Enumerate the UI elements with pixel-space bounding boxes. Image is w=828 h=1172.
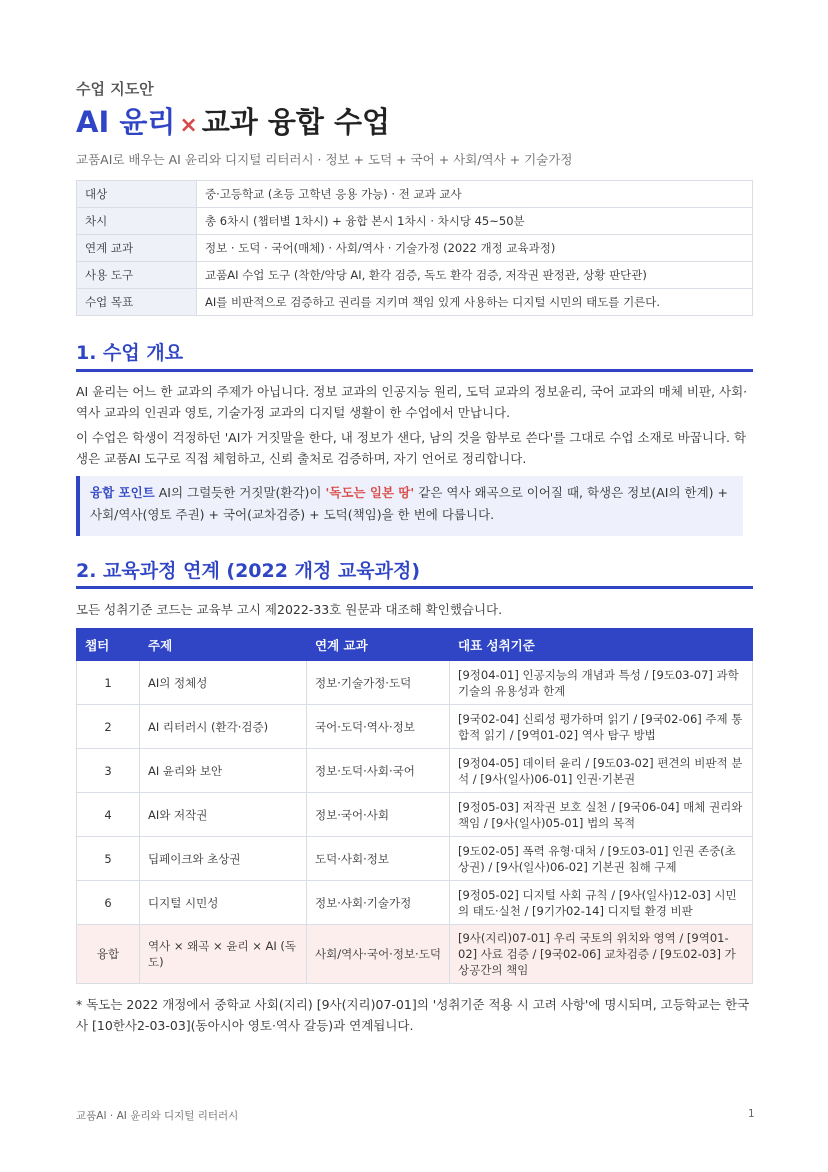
topic-cell: AI 윤리와 보안 — [140, 749, 307, 793]
info-value: AI를 비판적으로 검증하고 권리를 지키며 책임 있게 사용하는 디지털 시민의 태도를 기른다. — [197, 289, 753, 316]
standard-cell: [9정05-03] 저작권 보호 실천 / [9국06-04] 매체 권리와 책임 / [9사(일사)05-01] 법의 목적 — [450, 793, 753, 837]
subject-cell: 국어·도덕·역사·정보 — [307, 705, 450, 749]
table-row — [77, 661, 753, 705]
subject-cell: 정보·사회·기술가정 — [307, 881, 450, 925]
table-row — [77, 881, 753, 925]
standard-cell: [9정05-02] 디지털 사회 규칙 / [9사(일사)12-03] 시민의 태도·실천 / [9기가02-14] 디지털 환경 비판 — [450, 881, 753, 925]
topic-cell: 딥페이크와 초상권 — [140, 837, 307, 881]
footer-text: 교품AI · AI 윤리와 디지털 리터러시 — [76, 1110, 239, 1122]
callout-lead: 융합 포인트 — [90, 485, 155, 500]
callout-text-b: 같은 역사 왜곡으로 이어질 때, 학생은 정보(AI의 한계) + 사회/역사(영토 주권) + 국어(교차검증) + 도덕(책임)을 한 번에 다룹니다. — [90, 485, 728, 522]
curriculum-table — [76, 628, 753, 984]
topic-cell: AI의 정체성 — [140, 661, 307, 705]
info-label: 사용 도구 — [77, 262, 197, 289]
info-row — [77, 208, 753, 235]
table-row — [77, 749, 753, 793]
col-header-subject: 연계 교과 — [307, 629, 450, 661]
page-title — [76, 100, 390, 141]
dokdo-note: * 독도는 2022 개정에서 중학교 사회(지리) [9사(지리)07-01]의 '성취기준 적용 시 고려 사항'에 명시되며, 고등학교는 한국사 [10한사2-03-03](동아시아 영토·역사 갈등)과 연계됩니다. — [76, 997, 750, 1033]
standard-cell: [9도02-05] 폭력 유형·대처 / [9도03-01] 인권 존중(초상권) / [9사(일사)06-02] 기본권 침해 구제 — [450, 837, 753, 881]
standard-cell: [9사(지리)07-01] 우리 국토의 위치와 영역 / [9역01-02] 사료 검증 / [9국02-06] 교차검증 / [9도02-03] 가상공간의 책임 — [450, 925, 753, 984]
info-value: 정보 · 도덕 · 국어(매체) · 사회/역사 · 기술가정 (2022 개정 교육과정) — [197, 235, 753, 262]
subject-cell: 정보·도덕·사회·국어 — [307, 749, 450, 793]
chapter-cell: 6 — [77, 881, 140, 925]
info-label: 대상 — [77, 181, 197, 208]
title-rest: 교과 융합 수업 — [201, 105, 391, 139]
info-label: 차시 — [77, 208, 197, 235]
info-value: 중·고등학교 (초등 고학년 응용 가능) · 전 교과 교사 — [197, 181, 753, 208]
col-header-chapter: 챕터 — [77, 629, 140, 661]
chapter-cell: 3 — [77, 749, 140, 793]
info-row — [77, 235, 753, 262]
overview-paragraph-2: 이 수업은 학생이 걱정하던 'AI가 거짓말을 한다, 내 정보가 샌다, 남의 것을 함부로 쓴다'를 그대로 수업 소재로 바꿉니다. 학생은 교품AI 도구로 직접 체험하고, 신뢰 출처로 검증하며, 자기 언어로 정리합니다. — [76, 430, 747, 466]
section-2-heading: 2. 교육과정 연계 (2022 개정 교육과정) — [76, 560, 421, 582]
overview-paragraph-1: AI 윤리는 어느 한 교과의 주제가 아닙니다. 정보 교과의 인공지능 원리, 도덕 교과의 정보윤리, 국어 교과의 매체 비판, 사회·역사 교과의 인권과 영토, 기술가정 교과의 디지털 생활이 한 수업에서 만납니다. — [76, 384, 748, 420]
info-value: 교품AI 수업 도구 (착한/악당 AI, 환각 검증, 독도 환각 검증, 저작권 판정관, 상황 판단관) — [197, 262, 753, 289]
callout-highlight: '독도는 일본 땅' — [325, 485, 415, 500]
info-label: 수업 목표 — [77, 289, 197, 316]
times-icon: × — [179, 113, 198, 138]
page-number: 1 — [748, 1108, 755, 1120]
topic-cell: 디지털 시민성 — [140, 881, 307, 925]
subject-cell: 정보·국어·사회 — [307, 793, 450, 837]
info-row — [77, 289, 753, 316]
page-subtitle: 교품AI로 배우는 AI 윤리와 디지털 리터러시 · 정보 + 도덕 + 국어 + 사회/역사 + 기술가정 — [76, 152, 573, 167]
chapter-cell: 5 — [77, 837, 140, 881]
section-1-rule — [76, 369, 753, 372]
standard-cell: [9국02-04] 신뢰성 평가하며 읽기 / [9국02-06] 주제 통합적 읽기 / [9역01-02] 역사 탐구 방법 — [450, 705, 753, 749]
callout-text-a: AI의 그럴듯한 거짓말(환각)이 — [154, 485, 326, 500]
table-row — [77, 705, 753, 749]
col-header-topic: 주제 — [140, 629, 307, 661]
doc-kicker: 수업 지도안 — [76, 80, 154, 98]
curriculum-intro: 모든 성취기준 코드는 교육부 고시 제2022-33호 원문과 대조해 확인했습니다. — [76, 602, 503, 617]
topic-cell: AI 리터러시 (환각·검증) — [140, 705, 307, 749]
info-label: 연계 교과 — [77, 235, 197, 262]
chapter-cell: 융합 — [77, 925, 140, 984]
topic-cell: 역사 × 왜곡 × 윤리 × AI (독도) — [140, 925, 307, 984]
info-row — [77, 262, 753, 289]
chapter-cell: 4 — [77, 793, 140, 837]
table-row — [77, 925, 753, 984]
title-ai: AI 윤리 — [76, 105, 176, 139]
info-row — [77, 181, 753, 208]
section-1-heading: 1. 수업 개요 — [76, 342, 184, 364]
topic-cell: AI와 저작권 — [140, 793, 307, 837]
chapter-cell: 1 — [77, 661, 140, 705]
standard-cell: [9정04-01] 인공지능의 개념과 특성 / [9도03-07] 과학기술의 유용성과 한계 — [450, 661, 753, 705]
table-row — [77, 837, 753, 881]
fusion-point-callout — [76, 476, 743, 536]
table-row — [77, 793, 753, 837]
info-value: 총 6차시 (챕터별 1차시) + 융합 본시 1차시 · 차시당 45~50분 — [197, 208, 753, 235]
subject-cell: 정보·기술가정·도덕 — [307, 661, 450, 705]
subject-cell: 사회/역사·국어·정보·도덕 — [307, 925, 450, 984]
standard-cell: [9정04-05] 데이터 윤리 / [9도03-02] 편견의 비판적 분석 / [9사(일사)06-01] 인권·기본권 — [450, 749, 753, 793]
section-2-rule — [76, 586, 753, 589]
info-table — [76, 180, 753, 316]
subject-cell: 도덕·사회·정보 — [307, 837, 450, 881]
col-header-standard: 대표 성취기준 — [450, 629, 753, 661]
chapter-cell: 2 — [77, 705, 140, 749]
